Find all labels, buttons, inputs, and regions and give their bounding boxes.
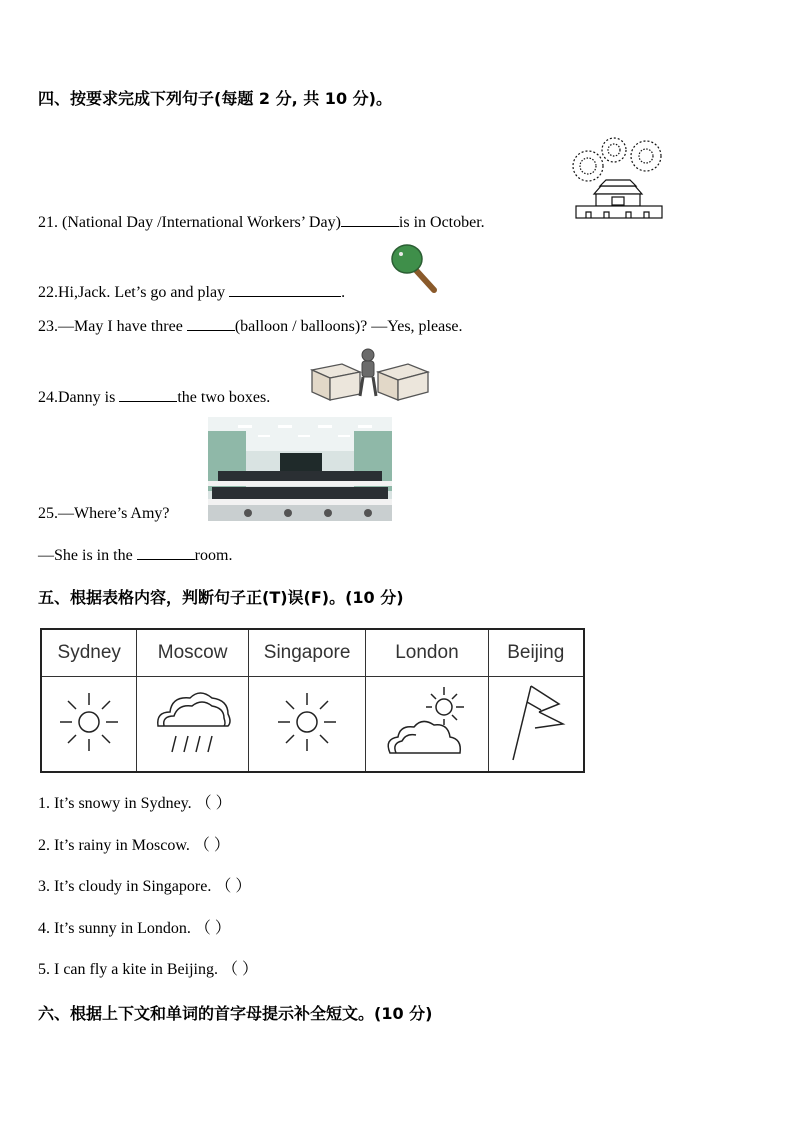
question-24-after: the two boxes.: [177, 389, 271, 406]
judgement-item-3-answer[interactable]: （ ）: [215, 878, 252, 895]
city-singapore: Singapore: [248, 629, 366, 677]
judgement-item-3-text: 3. It’s cloudy in Singapore.: [38, 878, 212, 895]
section4-heading: 四、按要求完成下列句子(每题 2 分, 共 10 分)。: [38, 89, 392, 108]
question-25-after: room.: [194, 547, 233, 564]
rain-cloud-icon: [152, 682, 234, 762]
weather-table-icon-row: [41, 677, 584, 773]
city-moscow: Moscow: [137, 629, 248, 677]
city-sydney: Sydney: [41, 629, 137, 677]
question-25-answer: [38, 545, 232, 566]
answer-blank-24[interactable]: [119, 387, 177, 402]
weather-cell-london: [366, 677, 488, 773]
tiananmen-fireworks-icon: [566, 134, 670, 222]
judgement-item-4: [38, 919, 231, 939]
question-21: [38, 212, 485, 233]
judgement-item-1-text: 1. It’s snowy in Sydney.: [38, 795, 192, 812]
judgement-item-1-answer[interactable]: （ ）: [195, 795, 232, 812]
section6-heading: 六、根据上下文和单词的首字母提示补全短文。(10 分): [38, 1004, 433, 1023]
weather-table-header-row: [41, 629, 584, 677]
judgement-item-5-text: 5. I can fly a kite in Beijing.: [38, 961, 218, 978]
judgement-item-4-answer[interactable]: （ ）: [194, 920, 231, 937]
answer-blank-22[interactable]: [229, 282, 341, 297]
answer-blank-21[interactable]: [341, 212, 399, 227]
judgement-item-1: [38, 794, 232, 814]
weather-table: [40, 628, 585, 773]
question-23-after: (balloon / balloons)? —Yes, please.: [234, 318, 463, 335]
question-25-answer-text: —She is in the: [38, 547, 133, 564]
question-23: [38, 316, 463, 337]
answer-blank-23[interactable]: [187, 316, 235, 331]
judgement-item-3: [38, 877, 251, 897]
city-beijing: Beijing: [488, 629, 584, 677]
weather-cell-sydney: [41, 677, 137, 773]
judgement-item-5-answer[interactable]: （ ）: [221, 961, 258, 978]
question-24: [38, 387, 270, 408]
question-25: 25.—Where’s Amy?: [38, 505, 170, 522]
question-24-text: 24.Danny is: [38, 389, 116, 406]
judgement-item-5: [38, 960, 258, 980]
sun-icon: [54, 687, 124, 757]
question-23-text: 23.—May I have three: [38, 318, 183, 335]
weather-cell-singapore: [248, 677, 366, 773]
computer-room-photo: [208, 417, 392, 521]
question-22: [38, 282, 345, 303]
answer-blank-25[interactable]: [137, 545, 195, 560]
weather-cell-moscow: [137, 677, 248, 773]
ping-pong-paddle-icon: [390, 242, 440, 294]
question-22-after: .: [341, 284, 346, 301]
section5-heading: 五、根据表格内容，判断句子正(T)误(F)。(10 分): [38, 588, 404, 607]
city-london: London: [366, 629, 488, 677]
question-21-after: is in October.: [398, 214, 485, 231]
judgement-item-2: [38, 836, 230, 856]
boy-between-boxes-icon: [308, 346, 432, 402]
sun-icon: [272, 687, 342, 757]
judgement-item-2-answer[interactable]: （ ）: [193, 837, 230, 854]
question-22-text: 22.Hi,Jack. Let’s go and play: [38, 284, 226, 301]
wind-flag-icon: [501, 680, 571, 764]
question-21-text: 21. (National Day /International Workers’ Day): [38, 214, 341, 231]
judgement-item-4-text: 4. It’s sunny in London.: [38, 920, 191, 937]
judgement-item-2-text: 2. It’s rainy in Moscow.: [38, 837, 190, 854]
weather-cell-beijing: [488, 677, 584, 773]
cloud-sun-icon: [382, 683, 472, 761]
